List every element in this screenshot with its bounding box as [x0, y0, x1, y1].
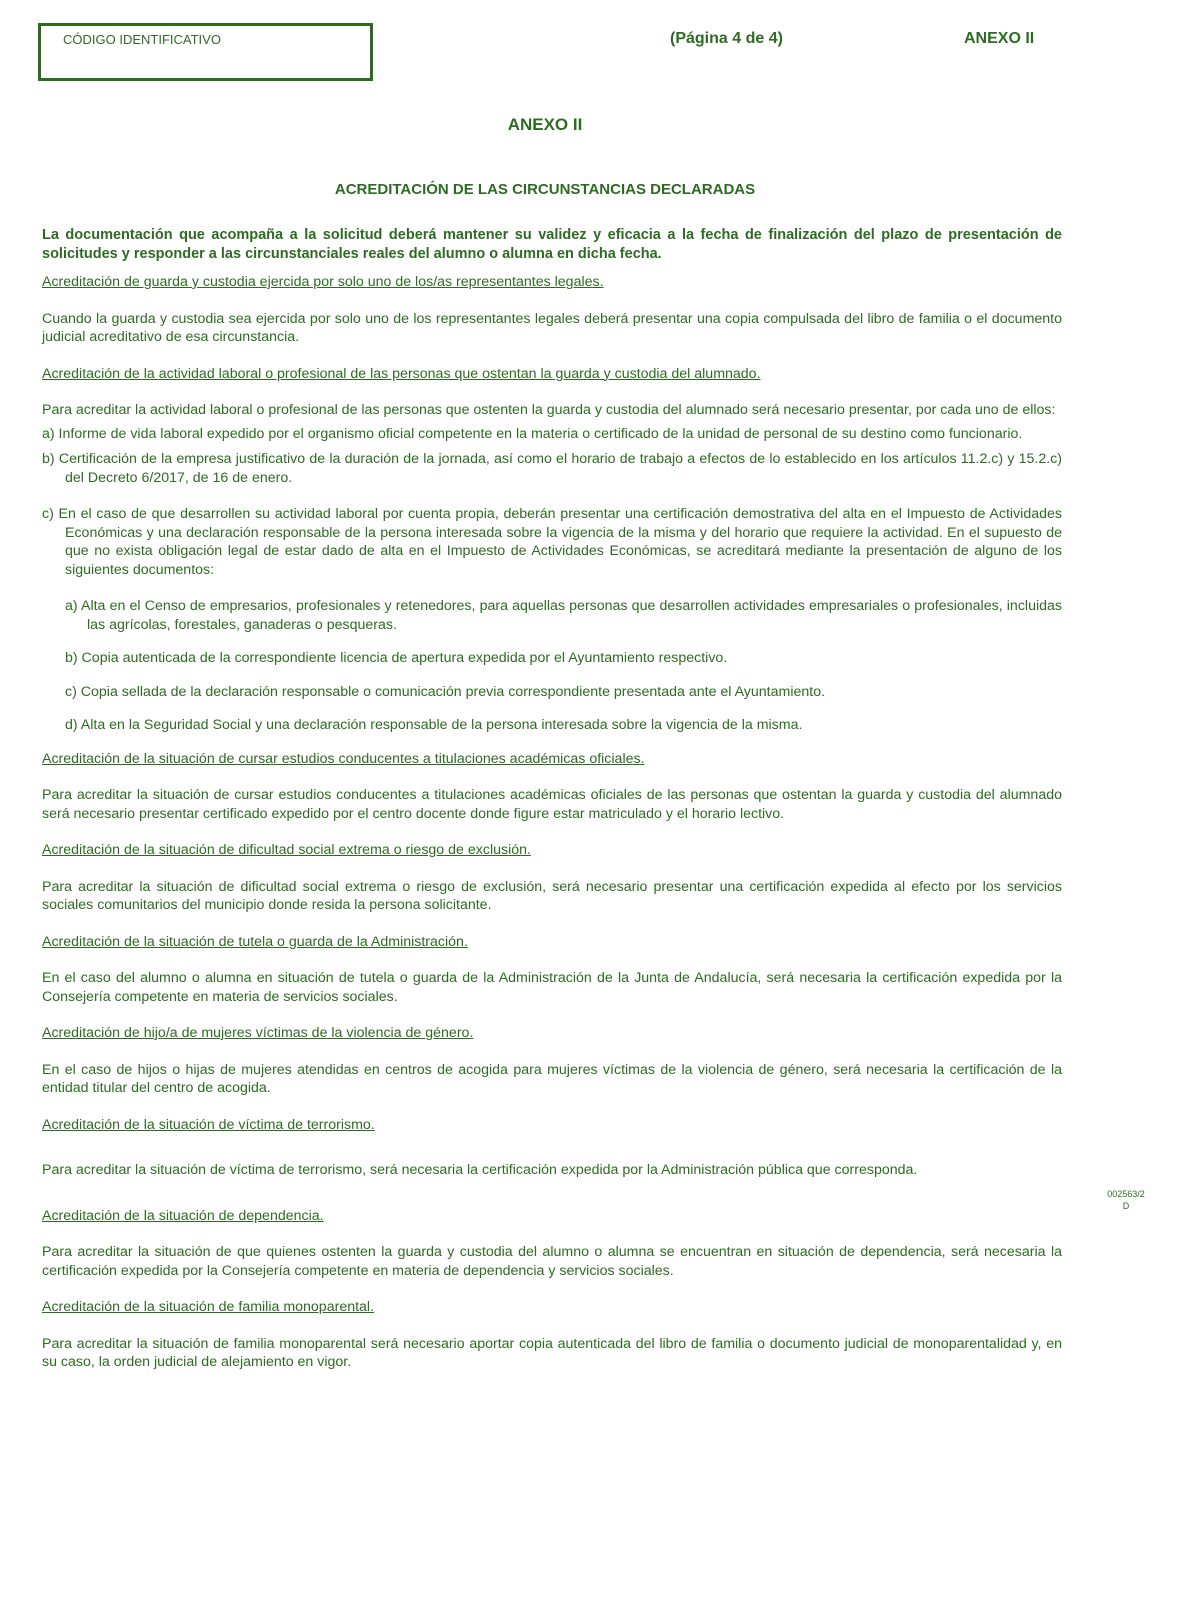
section-text-tutela: En el caso del alumno o alumna en situación de tutela o guarda de la Administración de la Junta de Andalucía, será necesaria la certificación expedida por la Consejería competente en materia de servicios sociales. — [42, 970, 1062, 1005]
section-heading-terrorismo: Acreditación de la situación de víctima de terrorismo. — [42, 1116, 375, 1133]
laboral-subitem-a: a) Alta en el Censo de empresarios, profesionales y retenedores, para aquellas personas que desarrollen actividades empresariales o profesionales, incluidas las agrícolas, forestales, ganaderas o pesqueras. — [65, 598, 1062, 633]
laboral-subitem-b: b) Copia autenticada de la correspondiente licencia de apertura expedida por el Ayuntamiento respectivo. — [65, 650, 728, 666]
document-body — [42, 226, 1062, 1390]
section-text-laboral: Para acreditar la actividad laboral o profesional de las personas que ostenten la guarda y custodia del alumnado será necesario presentar, por cada uno de ellos: — [42, 402, 1056, 418]
section-text-terrorismo: Para acreditar la situación de víctima de terrorismo, será necesaria la certificación expedida por la Administración pública que corresponda. — [42, 1162, 918, 1178]
section-heading-dependencia: Acreditación de la situación de dependencia. — [42, 1207, 324, 1224]
section-heading-monoparental: Acreditación de la situación de familia monoparental. — [42, 1299, 375, 1315]
codigo-identificativo-box — [38, 23, 373, 81]
laboral-subitem-c: c) Copia sellada de la declaración responsable o comunicación previa correspondiente presentada ante el Ayuntamiento. — [65, 683, 826, 700]
section-heading-guarda: Acreditación de guarda y custodia ejercida por solo uno de los/as representantes legales. — [42, 274, 604, 290]
intro-paragraph: La documentación que acompaña a la solicitud deberá mantener su validez y eficacia a la fecha de finalización del plazo de presentación de solicitudes y responder a las circunstanciales reales del alumno o alumna en dicha fecha. — [42, 227, 1062, 262]
section-heading-violencia: Acreditación de hijo/a de mujeres víctimas de la violencia de género. — [42, 1025, 474, 1041]
laboral-subitem-d: d) Alta en la Seguridad Social y una declaración responsable de la persona interesada sobre la vigencia de la misma. — [65, 717, 803, 733]
section-text-monoparental: Para acreditar la situación de familia monoparental será necesario aportar copia autenticada del libro de familia o documento judicial de monoparentalidad y, en su caso, la orden judicial de alejamiento en vigor. — [42, 1335, 1062, 1370]
page-number: (Página 4 de 4) — [670, 30, 783, 47]
laboral-item-b: b) Certificación de la empresa justificativo de la duración de la jornada, así como el horario de trabajo a efectos de lo establecido en los artículos 11.2.c) y 15.2.c) del Decreto 6/2017, de 16 de enero. — [42, 451, 1062, 486]
section-heading-laboral: Acreditación de la actividad laboral o profesional de las personas que ostentan la guarda y custodia del alumnado. — [42, 365, 761, 382]
header-anexo: ANEXO II — [964, 30, 1035, 47]
laboral-item-a: a) Informe de vida laboral expedido por el organismo oficial competente en la materia o certificado de la unidad de personal de su destino como funcionario. — [42, 425, 1023, 442]
codigo-identificativo-label: CÓDIGO IDENTIFICATIVO — [63, 32, 221, 47]
form-side-code-line2: D — [1122, 1201, 1130, 1211]
anexo-title: ANEXO II — [507, 115, 583, 134]
section-text-guarda: Cuando la guarda y custodia sea ejercida por solo uno de los representantes legales deberá presentar una copia compulsada del libro de familia o el documento judicial acreditativo de esa circunstancia. — [42, 310, 1062, 345]
section-text-violencia: En el caso de hijos o hijas de mujeres atendidas en centros de acogida para mujeres víctimas de la violencia de género, será necesaria la certificación de la entidad titular del centro de acogida. — [42, 1061, 1062, 1096]
form-side-code-line1: 002563/2 — [1107, 1189, 1145, 1199]
section-heading-estudios: Acreditación de la situación de cursar estudios conducentes a titulaciones académicas oficiales. — [42, 750, 645, 767]
form-side-code — [1105, 1188, 1147, 1212]
section-text-dependencia: Para acreditar la situación de que quienes ostenten la guarda y custodia del alumno o alumna se encuentran en situación de dependencia, será necesaria la certificación expedida por la Consejería competente en materia de dependencia y servicios sociales. — [42, 1244, 1062, 1279]
laboral-item-c: c) En el caso de que desarrollen su actividad laboral por cuenta propia, deberán presentar una certificación demostrativa del alta en el Impuesto de Actividades Económicas y una declaración responsable de la persona interesada sobre la vigencia de la misma y del horario que requiere la actividad. En el supuesto de que no exista obligación legal de estar dado de alta en el Impuesto de Actividades Económicas, se acreditará mediante la presentación de alguno de los siguientes documentos: — [42, 506, 1062, 578]
section-text-exclusion: Para acreditar la situación de dificultad social extrema o riesgo de exclusión, será necesario presentar una certificación expedida al efecto por los servicios sociales comunitarios del municipio donde resida la persona solicitante. — [42, 878, 1062, 913]
section-text-estudios: Para acreditar la situación de cursar estudios conducentes a titulaciones académicas oficiales de las personas que ostentan la guarda y custodia del alumnado será necesario presentar certificado expedido por el centro docente donde figure estar matriculado y el horario lectivo. — [42, 787, 1062, 822]
section-heading-exclusion: Acreditación de la situación de dificultad social extrema o riesgo de exclusión. — [42, 842, 531, 858]
main-title: ACREDITACIÓN DE LAS CIRCUNSTANCIAS DECLARADAS — [334, 181, 756, 198]
section-heading-tutela: Acreditación de la situación de tutela o guarda de la Administración. — [42, 933, 468, 950]
